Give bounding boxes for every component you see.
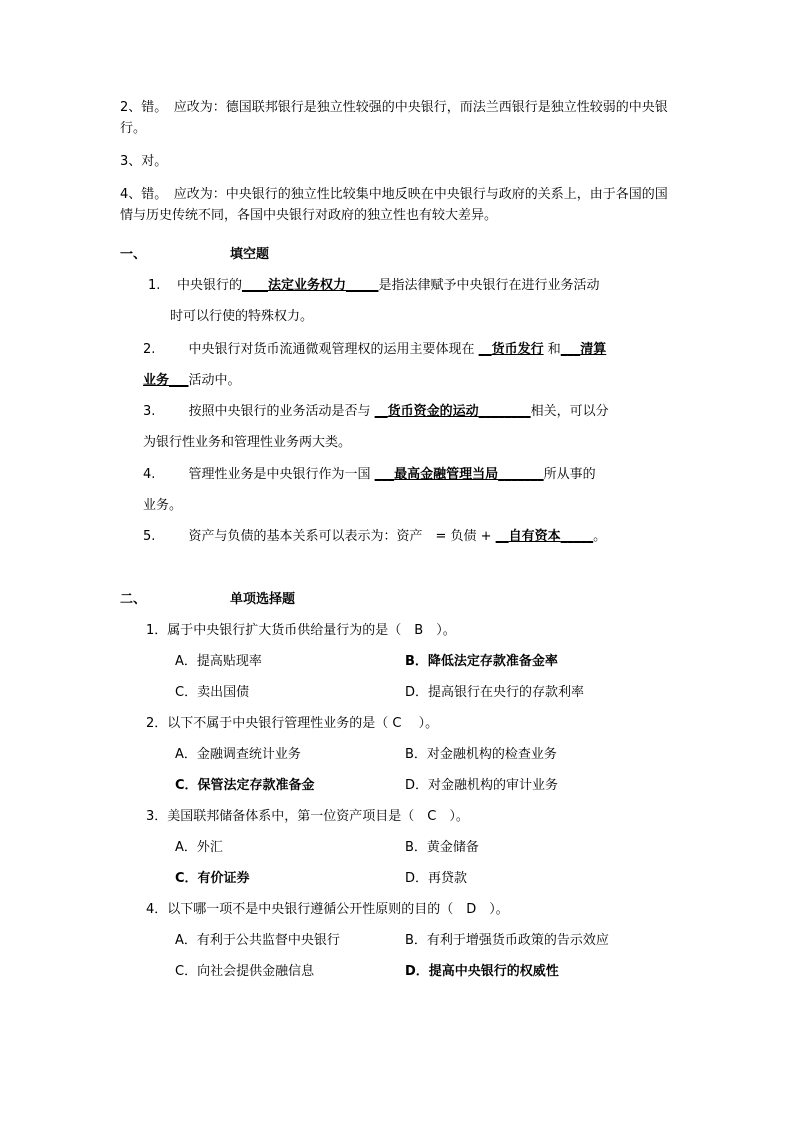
choice-question-4-stem: 4．以下哪一项不是中央银行遵循公开性原则的目的（ D ）。	[146, 902, 509, 917]
choice-question-3-option-a: A．外汇	[175, 840, 223, 855]
question-text: 所从事的	[543, 467, 596, 482]
question-text: 是指法律赋予中央银行在进行业务活动	[378, 278, 600, 293]
choice-question-2-option-a: A．金融调查统计业务	[175, 747, 301, 762]
question-text: 资产与负债的基本关系可以表示为：资产 = 负债 +	[188, 529, 496, 544]
answer-blank-1: __货币发行	[478, 342, 544, 357]
answer-blank: __货币资金的运动________	[374, 404, 531, 419]
choice-question-3-option-c: C．有价证券	[175, 871, 250, 886]
question-text: 中央银行对货币流通微观管理权的运用主要体现在	[188, 342, 479, 357]
section-heading-single-choice	[120, 590, 295, 610]
choice-question-2-option-c: C．保管法定存款准备金	[175, 778, 315, 793]
section-title: 单项选择题	[230, 592, 296, 607]
question-number: 3.	[143, 404, 156, 419]
fill-question-4-line2: 业务。	[143, 498, 183, 513]
choice-question-4-option-b: B．有利于增强货币政策的告示效应	[405, 933, 609, 948]
choice-question-3-stem: 3．美国联邦储备体系中，第一位资产项目是（ C ）。	[146, 809, 469, 824]
answer-blank: __自有资本_____	[495, 529, 594, 544]
question-number: 4.	[143, 467, 156, 482]
question-number: 2.	[143, 342, 156, 357]
choice-question-3-option-b: B．黄金储备	[405, 840, 479, 855]
choice-question-2-stem: 2．以下不属于中央银行管理性业务的是（ C ）。	[146, 716, 439, 731]
choice-question-2-option-b: B．对金融机构的检查业务	[405, 747, 557, 762]
judgement-answer-3: 3、对。	[120, 154, 168, 169]
choice-question-3-option-d: D．再贷款	[405, 871, 468, 886]
judgement-answer-4: 4、错。 应改为：中央银行的独立性比较集中地反映在中央银行与政府的关系上，由于各国的国情与历史传统不同，各国中央银行对政府的独立性也有较大差异。	[120, 187, 668, 223]
question-text: 相关，可以分	[530, 404, 609, 419]
section-number: 一、	[120, 247, 147, 262]
choice-question-1-option-b: B．降低法定存款准备金率	[405, 654, 558, 669]
answer-blank: ____法定业务权力_____	[241, 278, 379, 293]
section-title: 填空题	[230, 247, 270, 262]
question-text: 活动中。	[188, 373, 241, 388]
question-text: 按照中央银行的业务活动是否与	[188, 404, 375, 419]
fill-question-2	[143, 340, 606, 360]
choice-question-1-option-c: C．卖出国债	[175, 685, 250, 700]
question-text: 中央银行的	[176, 278, 242, 293]
answer-blank-2-cont: 业务___	[143, 373, 189, 388]
judgement-answer-2: 2、错。 应改为：德国联邦银行是独立性较强的中央银行，而法兰西银行是独立性较弱的中央银行。	[120, 100, 668, 136]
section-heading-fill-blank	[120, 245, 269, 265]
question-number: 5.	[143, 529, 156, 544]
fill-question-1	[148, 276, 599, 296]
choice-question-1-stem: 1．属于中央银行扩大货币供给量行为的是（ B ）。	[146, 623, 456, 638]
choice-question-4-option-d: D．提高中央银行的权威性	[405, 964, 559, 979]
fill-question-1-line2: 时可以行使的特殊权力。	[170, 309, 314, 324]
answer-blank-2: ___清算	[560, 342, 607, 357]
question-text: 管理性业务是中央银行作为一国	[188, 467, 375, 482]
fill-question-2-line2	[143, 371, 241, 391]
choice-question-1-option-a: A．提高贴现率	[175, 654, 262, 669]
choice-question-4-option-a: A．有利于公共监督中央银行	[175, 933, 340, 948]
question-number: 1.	[148, 278, 161, 293]
fill-question-5	[143, 527, 606, 547]
choice-question-1-option-d: D．提高银行在央行的存款利率	[405, 685, 585, 700]
fill-question-3-line2: 为银行性业务和管理性业务两大类。	[143, 435, 352, 450]
choice-question-2-option-d: D．对金融机构的审计业务	[405, 778, 559, 793]
answer-blank: ___最高金融管理当局_______	[374, 467, 544, 482]
fill-question-4	[143, 465, 596, 485]
fill-question-3	[143, 402, 609, 422]
choice-question-4-option-c: C．向社会提供金融信息	[175, 964, 315, 979]
question-text: 。	[593, 529, 607, 544]
section-number: 二、	[120, 592, 147, 607]
question-text: 和	[543, 342, 561, 357]
